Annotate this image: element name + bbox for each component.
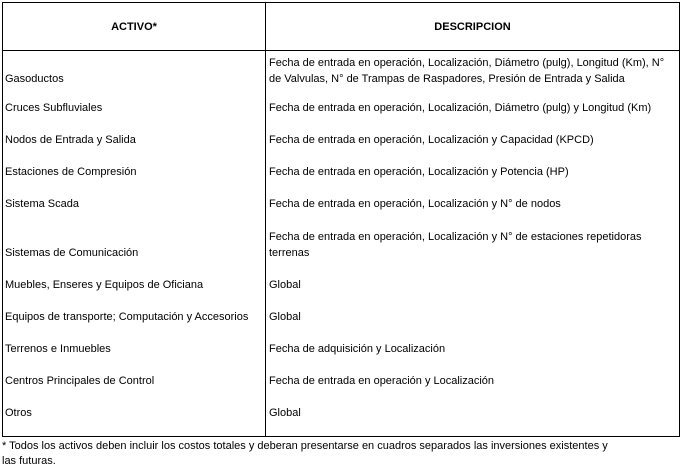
description-cell: Global [269, 279, 301, 291]
header-asset: ACTIVO* [111, 20, 157, 33]
asset-cell: Gasoductos [5, 73, 64, 85]
asset-table [2, 2, 680, 437]
header-description: DESCRIPCION [265, 3, 679, 50]
table-row [3, 229, 679, 261]
description-cell: Fecha de entrada en operación y Localización [269, 375, 495, 387]
table-row [3, 132, 679, 148]
asset-cell: Terrenos e Inmuebles [5, 343, 111, 355]
table-row [3, 55, 679, 87]
table-row [3, 164, 679, 180]
description-cell: Global [269, 311, 301, 323]
description-cell: Fecha de entrada en operación, Localización y Capacidad (KPCD) [269, 134, 594, 146]
asset-cell: Muebles, Enseres y Equipos de Oficiana [5, 279, 204, 291]
footnote: * Todos los activos deben incluir los costos totales y deberan presentarse en cuadros separados las inversiones existentes y las futuras. [2, 440, 608, 467]
asset-cell: Nodos de Entrada y Salida [5, 134, 136, 146]
description-cell: Fecha de adquisición y Localización [269, 343, 446, 355]
description-cell: Global [269, 407, 301, 419]
description-cell: Fecha de entrada en operación, Localización, Diámetro (pulg), Longitud (Km), N° de Valvulas, N° de Trampas de Raspadores, Presión de Entrada y Salida [269, 57, 665, 85]
table-header [3, 3, 679, 51]
description-cell: Fecha de entrada en operación, Localización y Potencia (HP) [269, 166, 569, 178]
asset-cell: Equipos de transporte; Computación y Accesorios [5, 311, 249, 323]
table-row [3, 309, 679, 325]
asset-cell: Otros [5, 407, 32, 419]
asset-cell: Sistema Scada [5, 198, 79, 210]
table-row [3, 196, 679, 212]
table-row [3, 277, 679, 293]
description-cell: Fecha de entrada en operación, Localización y N° de nodos [269, 198, 561, 210]
description-cell: Fecha de entrada en operación, Localización, Diámetro (pulg) y Longitud (Km) [269, 102, 652, 114]
table-row [3, 341, 679, 357]
asset-cell: Sistemas de Comunicación [5, 247, 139, 259]
table-row [3, 100, 679, 116]
description-cell: Fecha de entrada en operación, Localización y N° de estaciones repetidoras terrenas [269, 231, 642, 259]
table-row [3, 405, 679, 421]
asset-cell: Estaciones de Compresión [5, 166, 137, 178]
asset-cell: Centros Principales de Control [5, 375, 155, 387]
table-row [3, 373, 679, 389]
asset-cell: Cruces Subfluviales [5, 102, 103, 114]
